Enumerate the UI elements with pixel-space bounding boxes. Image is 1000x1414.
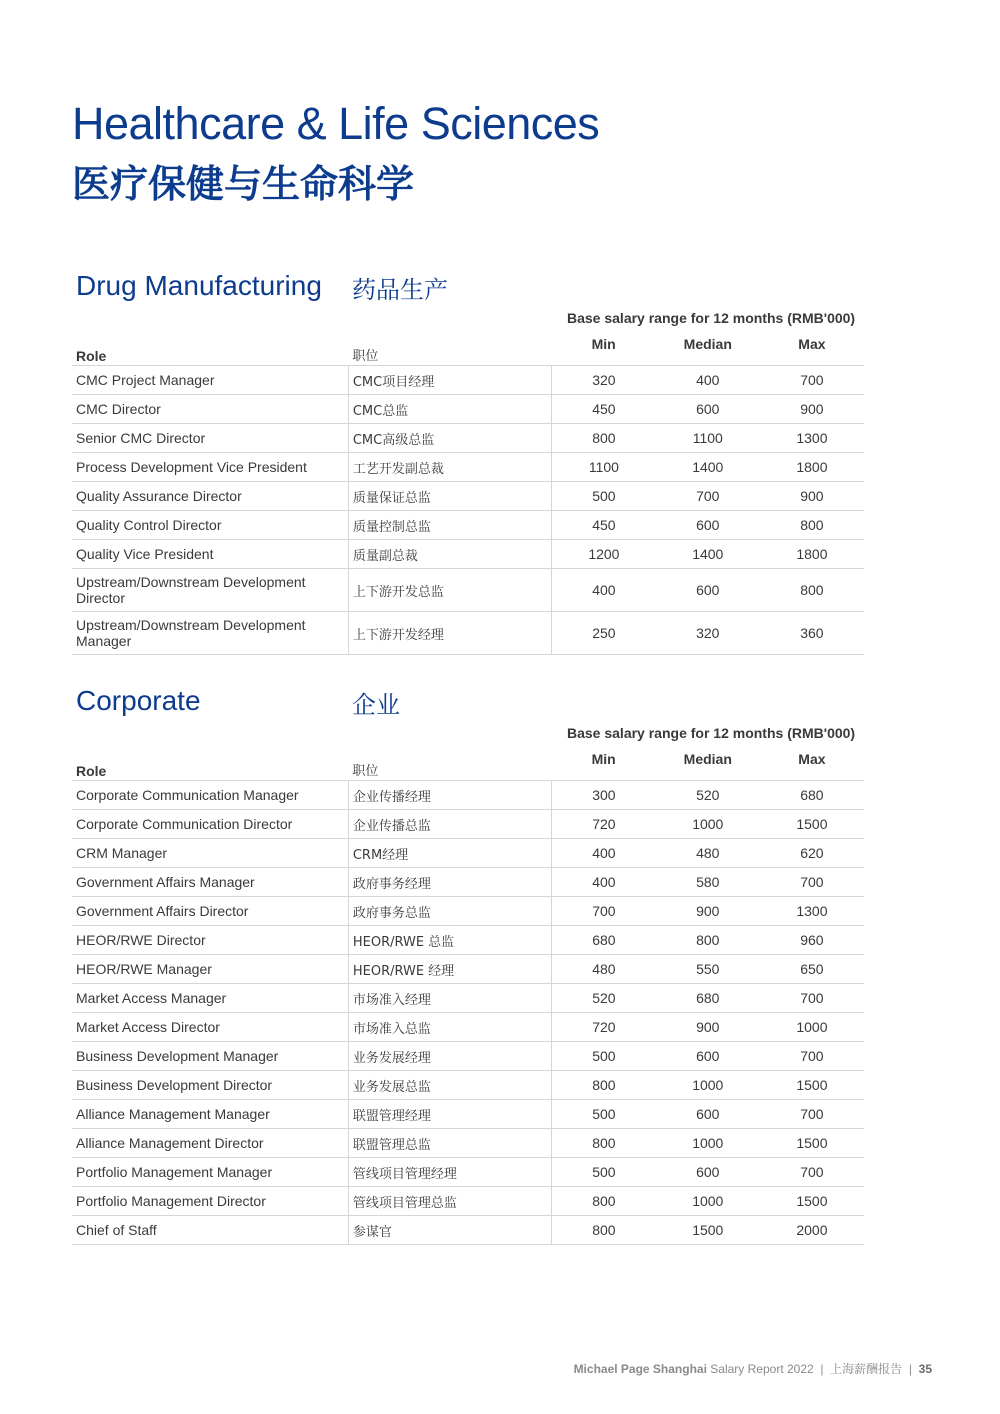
table-row	[72, 1216, 864, 1245]
role-cell: Chief of Staff	[72, 1216, 348, 1245]
median-cell: 680	[656, 984, 760, 1013]
median-cell: 900	[656, 897, 760, 926]
role-cell	[72, 569, 348, 612]
median-cell: 400	[656, 366, 760, 395]
table-row	[72, 781, 864, 810]
max-cell: 700	[760, 366, 864, 395]
table-row	[72, 926, 864, 955]
min-cell: 500	[552, 1042, 656, 1071]
table-row	[72, 569, 864, 612]
max-cell: 700	[760, 868, 864, 897]
min-cell: 800	[552, 1187, 656, 1216]
table-row	[72, 1158, 864, 1187]
role-chinese-cell: 质量副总裁	[348, 540, 551, 569]
role-cell: Quality Vice President	[72, 540, 348, 569]
role-cell: Process Development Vice President	[72, 453, 348, 482]
min-cell: 1200	[552, 540, 656, 569]
median-cell: 600	[656, 511, 760, 540]
median-cell: 1100	[656, 424, 760, 453]
median-cell: 1000	[656, 1129, 760, 1158]
median-cell: 600	[656, 1100, 760, 1129]
min-cell: 500	[552, 482, 656, 511]
section-title-chinese: 企业	[352, 691, 400, 719]
median-cell: 320	[656, 612, 760, 655]
role-cell: HEOR/RWE Director	[72, 926, 348, 955]
table-row	[72, 1100, 864, 1129]
role-cell: Senior CMC Director	[72, 424, 348, 453]
salary-range-note: Base salary range for 12 months (RMB'000)	[567, 310, 856, 326]
role-line: Manager	[76, 633, 132, 649]
section-header	[72, 270, 864, 310]
max-cell: 700	[760, 1100, 864, 1129]
role-cell: HEOR/RWE Manager	[72, 955, 348, 984]
header-role-chinese: 职位	[348, 334, 551, 366]
footer-separator: |	[820, 1362, 824, 1376]
role-chinese-cell: 上下游开发总监	[348, 569, 551, 612]
section-title: Drug Manufacturing	[76, 270, 322, 301]
median-cell: 600	[656, 1158, 760, 1187]
median-cell: 1400	[656, 453, 760, 482]
role-line: Upstream/Downstream Development	[76, 617, 306, 633]
role-chinese-cell: 市场准入经理	[348, 984, 551, 1013]
median-cell: 550	[656, 955, 760, 984]
role-chinese-cell: 联盟管理总监	[348, 1129, 551, 1158]
salary-table	[72, 334, 864, 655]
role-chinese-cell: 企业传播总监	[348, 810, 551, 839]
role-cell: CMC Project Manager	[72, 366, 348, 395]
min-cell: 480	[552, 955, 656, 984]
footer-report: Salary Report 2022	[710, 1362, 814, 1376]
header-role: Role	[72, 749, 348, 781]
role-cell: Corporate Communication Director	[72, 810, 348, 839]
footer-report-chinese: 上海薪酬报告	[830, 1362, 903, 1376]
max-cell: 1800	[760, 453, 864, 482]
min-cell: 450	[552, 395, 656, 424]
min-cell: 800	[552, 424, 656, 453]
max-cell: 800	[760, 569, 864, 612]
max-cell: 1300	[760, 424, 864, 453]
role-chinese-cell: CRM经理	[348, 839, 551, 868]
role-cell: Portfolio Management Director	[72, 1187, 348, 1216]
max-cell: 1500	[760, 1129, 864, 1158]
table-row	[72, 897, 864, 926]
table-row	[72, 1013, 864, 1042]
table-row	[72, 810, 864, 839]
role-chinese-cell: CMC高级总监	[348, 424, 551, 453]
min-cell: 400	[552, 569, 656, 612]
header-role: Role	[72, 334, 348, 366]
max-cell: 960	[760, 926, 864, 955]
max-cell: 700	[760, 984, 864, 1013]
min-cell: 720	[552, 1013, 656, 1042]
max-cell: 360	[760, 612, 864, 655]
table-header-row	[72, 749, 864, 781]
role-cell: Quality Control Director	[72, 511, 348, 540]
median-cell: 800	[656, 926, 760, 955]
table-row	[72, 1187, 864, 1216]
role-chinese-cell: 市场准入总监	[348, 1013, 551, 1042]
median-cell: 600	[656, 569, 760, 612]
min-cell: 500	[552, 1158, 656, 1187]
role-cell: Quality Assurance Director	[72, 482, 348, 511]
table-row	[72, 955, 864, 984]
table-row	[72, 868, 864, 897]
median-cell: 600	[656, 1042, 760, 1071]
max-cell: 2000	[760, 1216, 864, 1245]
min-cell: 720	[552, 810, 656, 839]
role-chinese-cell: 质量控制总监	[348, 511, 551, 540]
header-role-chinese: 职位	[348, 749, 551, 781]
role-line: Director	[76, 590, 126, 606]
median-cell: 1500	[656, 1216, 760, 1245]
role-chinese-cell: 企业传播经理	[348, 781, 551, 810]
page-title-chinese: 医疗保健与生命科学	[72, 162, 415, 206]
section-drug-manufacturing	[72, 270, 864, 649]
section-title-chinese: 药品生产	[352, 276, 448, 304]
salary-range-note: Base salary range for 12 months (RMB'000)	[567, 725, 856, 741]
page-title: Healthcare & Life Sciences	[72, 98, 600, 149]
min-cell: 1100	[552, 453, 656, 482]
footer-brand: Michael Page Shanghai	[573, 1362, 707, 1376]
role-chinese-cell: CMC总监	[348, 395, 551, 424]
role-chinese-cell: 管线项目管理总监	[348, 1187, 551, 1216]
max-cell: 800	[760, 511, 864, 540]
table-row	[72, 839, 864, 868]
role-line: Upstream/Downstream Development	[76, 574, 306, 590]
header-min: Min	[552, 749, 656, 781]
role-cell: Portfolio Management Manager	[72, 1158, 348, 1187]
median-cell: 1400	[656, 540, 760, 569]
max-cell: 900	[760, 482, 864, 511]
table-row	[72, 612, 864, 655]
table-row	[72, 395, 864, 424]
table-row	[72, 1129, 864, 1158]
table-row	[72, 1042, 864, 1071]
min-cell: 520	[552, 984, 656, 1013]
role-cell: Business Development Manager	[72, 1042, 348, 1071]
max-cell: 1300	[760, 897, 864, 926]
min-cell: 800	[552, 1129, 656, 1158]
min-cell: 300	[552, 781, 656, 810]
role-cell: Market Access Manager	[72, 984, 348, 1013]
max-cell: 700	[760, 1158, 864, 1187]
min-cell: 800	[552, 1216, 656, 1245]
max-cell: 650	[760, 955, 864, 984]
min-cell: 700	[552, 897, 656, 926]
median-cell: 520	[656, 781, 760, 810]
role-chinese-cell: 联盟管理经理	[348, 1100, 551, 1129]
max-cell: 1500	[760, 1071, 864, 1100]
role-cell: CRM Manager	[72, 839, 348, 868]
max-cell: 1000	[760, 1013, 864, 1042]
role-chinese-cell: 政府事务经理	[348, 868, 551, 897]
table-row	[72, 482, 864, 511]
median-cell: 700	[656, 482, 760, 511]
role-chinese-cell: CMC项目经理	[348, 366, 551, 395]
role-chinese-cell: 政府事务总监	[348, 897, 551, 926]
role-cell: CMC Director	[72, 395, 348, 424]
role-chinese-cell: 管线项目管理经理	[348, 1158, 551, 1187]
min-cell: 500	[552, 1100, 656, 1129]
table-row	[72, 1071, 864, 1100]
role-cell: Corporate Communication Manager	[72, 781, 348, 810]
footer-separator: |	[908, 1362, 912, 1376]
table-row	[72, 540, 864, 569]
max-cell: 700	[760, 1042, 864, 1071]
role-cell: Business Development Director	[72, 1071, 348, 1100]
header-median: Median	[656, 334, 760, 366]
table-header-row	[72, 334, 864, 366]
table-row	[72, 453, 864, 482]
max-cell: 900	[760, 395, 864, 424]
role-chinese-cell: 业务发展经理	[348, 1042, 551, 1071]
role-chinese-cell: 工艺开发副总裁	[348, 453, 551, 482]
header-min: Min	[552, 334, 656, 366]
max-cell: 620	[760, 839, 864, 868]
role-chinese-cell: HEOR/RWE 经理	[348, 955, 551, 984]
header-median: Median	[656, 749, 760, 781]
header-max: Max	[760, 334, 864, 366]
role-cell: Alliance Management Director	[72, 1129, 348, 1158]
max-cell: 1500	[760, 1187, 864, 1216]
median-cell: 1000	[656, 1187, 760, 1216]
median-cell: 1000	[656, 810, 760, 839]
salary-table	[72, 749, 864, 1245]
section-title: Corporate	[76, 685, 201, 716]
role-cell: Alliance Management Manager	[72, 1100, 348, 1129]
section-corporate	[72, 685, 864, 1240]
role-chinese-cell: 参谋官	[348, 1216, 551, 1245]
header-max: Max	[760, 749, 864, 781]
min-cell: 250	[552, 612, 656, 655]
min-cell: 400	[552, 839, 656, 868]
page-number: 35	[918, 1362, 932, 1376]
median-cell: 1000	[656, 1071, 760, 1100]
table-row	[72, 366, 864, 395]
role-cell	[72, 612, 348, 655]
role-chinese-cell: 上下游开发经理	[348, 612, 551, 655]
role-cell: Government Affairs Director	[72, 897, 348, 926]
median-cell: 580	[656, 868, 760, 897]
min-cell: 320	[552, 366, 656, 395]
table-row	[72, 511, 864, 540]
max-cell: 680	[760, 781, 864, 810]
table-row	[72, 424, 864, 453]
role-chinese-cell: HEOR/RWE 总监	[348, 926, 551, 955]
max-cell: 1800	[760, 540, 864, 569]
role-cell: Government Affairs Manager	[72, 868, 348, 897]
table-row	[72, 984, 864, 1013]
min-cell: 400	[552, 868, 656, 897]
min-cell: 450	[552, 511, 656, 540]
role-chinese-cell: 质量保证总监	[348, 482, 551, 511]
section-header	[72, 685, 864, 725]
min-cell: 680	[552, 926, 656, 955]
page-footer	[574, 1360, 932, 1377]
max-cell: 1500	[760, 810, 864, 839]
role-chinese-cell: 业务发展总监	[348, 1071, 551, 1100]
role-cell: Market Access Director	[72, 1013, 348, 1042]
median-cell: 480	[656, 839, 760, 868]
median-cell: 600	[656, 395, 760, 424]
min-cell: 800	[552, 1071, 656, 1100]
median-cell: 900	[656, 1013, 760, 1042]
